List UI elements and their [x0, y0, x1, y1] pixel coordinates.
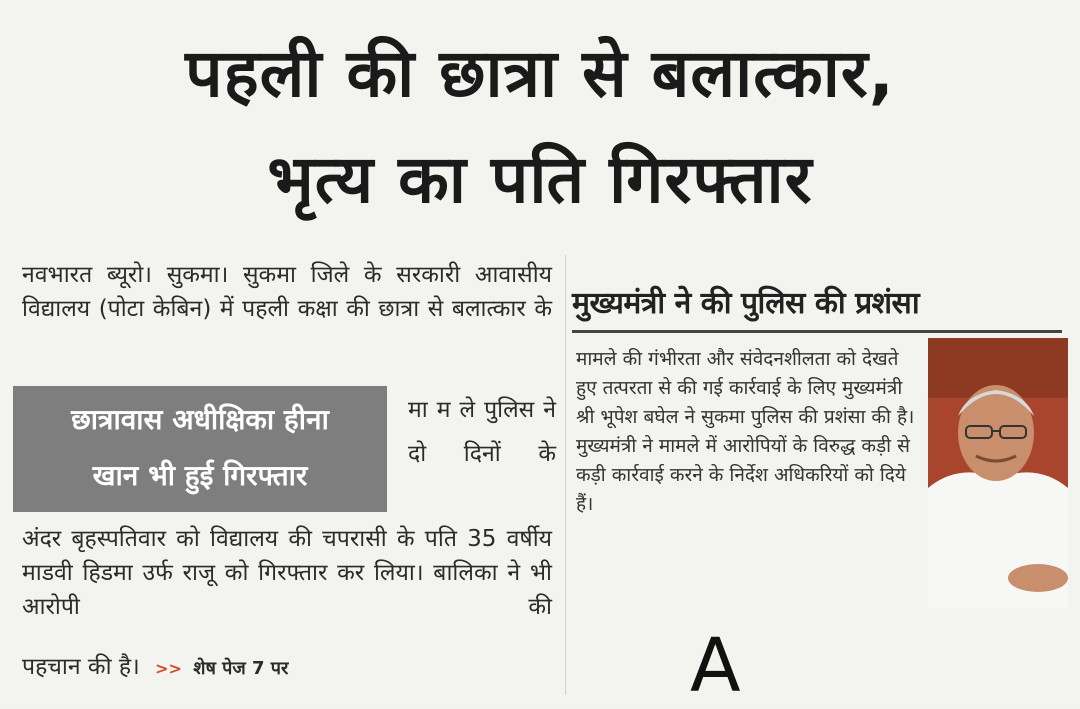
callout-box: [13, 386, 387, 512]
callout-line-1: छात्रावास अधीक्षिका हीना: [71, 403, 329, 436]
sidebar-text: मामले की गंभीरता और संवेदनशीलता को देखते हुए तत्परता से की गई कार्रवाई के लिए मुख्यमंत्री श्री भूपेश बघेल ने सुकमा पुलिस की प्रशंसा की है। मुख्यमंत्री ने मामले में आरोपियों के विरुद्ध कड़ी से कड़ी कार्रवाई करने के निर्देश अधिकरियों को दिये हैं।: [576, 348, 915, 515]
continued-page-link: शेष पेज 7 पर: [193, 658, 289, 679]
continued-arrow-icon: >>: [155, 659, 182, 678]
headline-line-1: पहली की छात्रा से बलात्कार,: [185, 35, 895, 112]
callout-line-2: खान भी हुई गिरफ्तार: [92, 459, 308, 492]
headline-line-2: भृत्य का पति गिरफ्तार: [267, 141, 813, 218]
column-divider: [565, 255, 566, 695]
article-paragraph-3: अंदर बृहस्पतिवार को विद्यालय की चपरासी के पति 35 वर्षीय माडवी हिडमा उर्फ राजू को गिरफ्तार कर लिया। बालिका ने भी आरोपी की: [22, 526, 552, 620]
sidebar-heading: मुख्यमंत्री ने की पुलिस की प्रशंसा: [572, 278, 1062, 333]
article-paragraph-2: मा म ले पुलिस ने दो दिनों के: [408, 397, 556, 467]
article-closing-text: पहचान की है।: [22, 654, 140, 680]
article-paragraph-4: [22, 650, 542, 686]
portrait-image: [928, 338, 1068, 608]
marker-letter: A: [690, 623, 741, 709]
chief-minister-photo: [928, 338, 1068, 608]
article-paragraph-1: नवभारत ब्यूरो। सुकमा। सुकमा जिले के सरकारी आवासीय विद्यालय (पोटा केबिन) में पहली कक्षा की छात्रा से बलात्कार के: [22, 262, 552, 322]
